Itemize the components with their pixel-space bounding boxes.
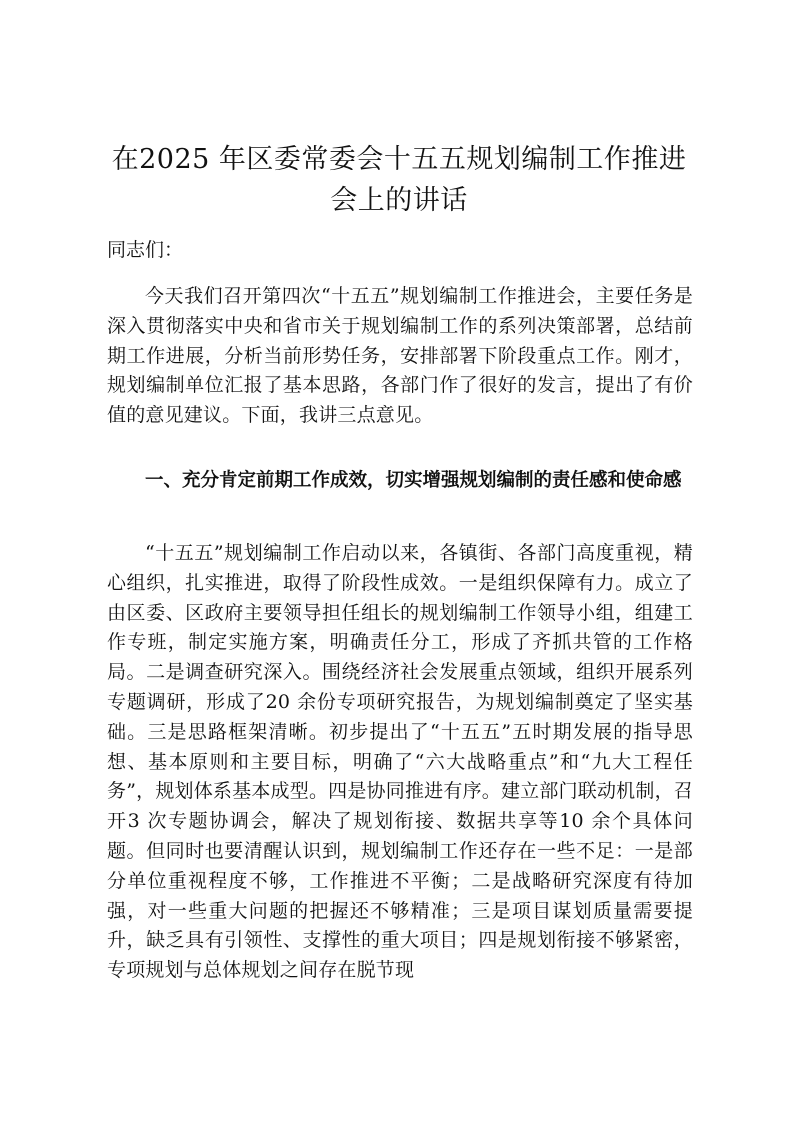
paragraph-intro: 今天我们召开第四次“十五五”规划编制工作推进会，主要任务是深入贯彻落实中央和省市关于规划编制工作的系列决策部署，总结前期工作进展，分析当前形势任务，安排部署下阶段重点工作。刚才，规划编制单位汇报了基本思路，各部门作了很好的发言，提出了有价值的意见建议。下面，我讲三点意见。 — [107, 285, 693, 427]
document-title: 在2025 年区委常委会十五五规划编制工作推进会上的讲话 — [111, 144, 687, 216]
section-heading-1: 一、充分肯定前期工作成效，切实增强规划编制的责任感和使命感 — [145, 470, 682, 491]
paragraph-achievements: “十五五”规划编制工作启动以来，各镇街、各部门高度重视，精心组织，扎实推进，取得了阶段性成效。一是组织保障有力。成立了由区委、区政府主要领导担任组长的规划编制工作领导小组，组建工作专班，制定实施方案，明确责任分工，形成了齐抓共管的工作格局。二是调查研究深入。围绕经济社会发展重点领域，组织开展系列专题调研，形成了20 余份专项研究报告，为规划编制奠定了坚实基础。三是思路框架清晰。初步提出了“十五五”五时期发展的指导思想、基本原则和主要目标，明确了“六大战略重点”和“九大工程任务”，规划体系基本成型。四是协同推进有序。建立部门联动机制，召开3 次专题协调会，解决了规划衔接、数据共享等10 余个具体问题。但同时也要清醒认识到，规划编制工作还存在一些不足：一是部分单位重视程度不够，工作推进不平衡；二是战略研究深度有待加强，对一些重大问题的把握还不够精准；三是项目谋划质量需要提升，缺乏具有引领性、支撑性的重大项目；四是规划衔接不够紧密，专项规划与总体规划之间存在脱节现 — [107, 542, 693, 982]
greeting: 同志们： — [107, 239, 184, 261]
